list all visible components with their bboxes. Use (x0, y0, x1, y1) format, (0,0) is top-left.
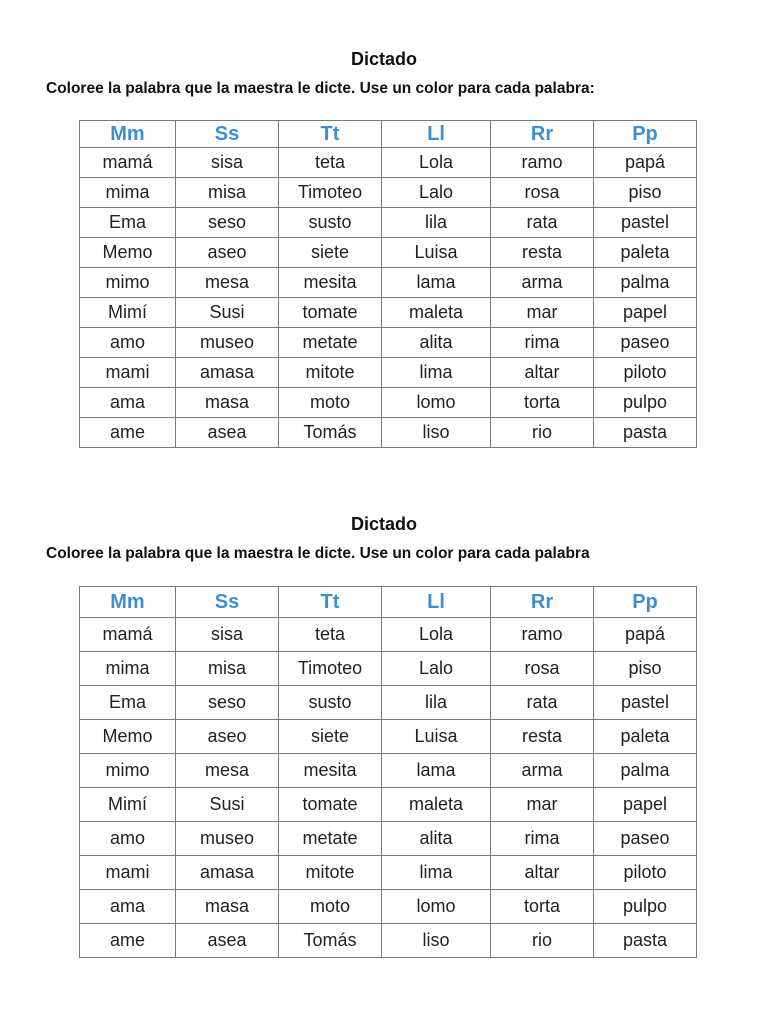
table-row (80, 822, 697, 856)
word-cell[interactable]: mesa (176, 268, 279, 298)
word-cell[interactable]: lomo (382, 388, 491, 418)
table-row (80, 208, 697, 238)
table-row (80, 652, 697, 686)
word-cell[interactable]: Ema (80, 686, 176, 720)
word-cell[interactable]: teta (279, 618, 382, 652)
word-cell[interactable]: ame (80, 924, 176, 958)
header-cell: Mm (80, 587, 176, 618)
header-cell: Pp (594, 587, 697, 618)
word-cell[interactable]: lima (382, 856, 491, 890)
word-cell[interactable]: rosa (491, 178, 594, 208)
word-cell[interactable]: Memo (80, 720, 176, 754)
word-cell[interactable]: papel (594, 298, 697, 328)
word-cell[interactable]: ramo (491, 618, 594, 652)
word-cell[interactable]: tomate (279, 298, 382, 328)
word-cell[interactable]: resta (491, 720, 594, 754)
word-cell[interactable]: maleta (382, 788, 491, 822)
header-cell: Ll (382, 121, 491, 148)
table-row (80, 328, 697, 358)
word-cell[interactable]: sisa (176, 618, 279, 652)
word-cell[interactable]: lama (382, 754, 491, 788)
word-cell[interactable]: rio (491, 924, 594, 958)
word-cell[interactable]: Timoteo (279, 652, 382, 686)
word-cell[interactable]: museo (176, 328, 279, 358)
word-cell[interactable]: pasta (594, 418, 697, 448)
word-cell[interactable]: papel (594, 788, 697, 822)
word-cell[interactable]: altar (491, 856, 594, 890)
word-cell[interactable]: Lola (382, 148, 491, 178)
header-cell: Rr (491, 121, 594, 148)
word-table-1 (79, 120, 697, 448)
worksheet-1-title: Dictado (350, 49, 417, 69)
word-cell[interactable]: metate (279, 822, 382, 856)
word-cell[interactable]: Timoteo (279, 178, 382, 208)
word-cell[interactable]: piso (594, 652, 697, 686)
table-row (80, 856, 697, 890)
table-row (80, 358, 697, 388)
table-row (80, 924, 697, 958)
word-cell[interactable]: lila (382, 686, 491, 720)
word-cell[interactable]: amasa (176, 358, 279, 388)
word-cell[interactable]: Ema (80, 208, 176, 238)
word-cell[interactable]: rima (491, 328, 594, 358)
word-cell[interactable]: teta (279, 148, 382, 178)
word-cell[interactable]: mar (491, 788, 594, 822)
table-header-row (80, 587, 697, 618)
word-cell[interactable]: arma (491, 754, 594, 788)
word-cell[interactable]: siete (279, 238, 382, 268)
word-cell[interactable]: palma (594, 754, 697, 788)
table-row (80, 148, 697, 178)
header-cell: Ss (176, 121, 279, 148)
word-cell[interactable]: pasta (594, 924, 697, 958)
header-cell: Ll (382, 587, 491, 618)
word-cell[interactable]: ame (80, 418, 176, 448)
word-cell[interactable]: piloto (594, 358, 697, 388)
word-cell[interactable]: torta (491, 890, 594, 924)
header-cell: Tt (279, 121, 382, 148)
worksheet-2-title: Dictado (350, 514, 417, 534)
table-row (80, 298, 697, 328)
word-cell[interactable]: papá (594, 148, 697, 178)
word-cell[interactable]: liso (382, 418, 491, 448)
table-row (80, 618, 697, 652)
word-cell[interactable]: rata (491, 686, 594, 720)
word-cell[interactable]: ama (80, 388, 176, 418)
word-cell[interactable]: Lola (382, 618, 491, 652)
word-cell[interactable]: paleta (594, 238, 697, 268)
word-cell[interactable]: Mimí (80, 788, 176, 822)
word-cell[interactable]: palma (594, 268, 697, 298)
word-cell[interactable]: mitote (279, 358, 382, 388)
word-cell[interactable]: alita (382, 822, 491, 856)
word-cell[interactable]: pulpo (594, 388, 697, 418)
word-cell[interactable]: lima (382, 358, 491, 388)
table-row (80, 720, 697, 754)
word-cell[interactable]: ramo (491, 148, 594, 178)
word-cell[interactable]: Susi (176, 298, 279, 328)
word-cell[interactable]: siete (279, 720, 382, 754)
word-cell[interactable]: lila (382, 208, 491, 238)
word-cell[interactable]: papá (594, 618, 697, 652)
word-cell[interactable]: mesita (279, 268, 382, 298)
word-cell[interactable]: amasa (176, 856, 279, 890)
word-cell[interactable]: tomate (279, 788, 382, 822)
word-cell[interactable]: pastel (594, 208, 697, 238)
word-cell[interactable]: seso (176, 686, 279, 720)
table-row (80, 788, 697, 822)
table-row (80, 388, 697, 418)
header-cell: Mm (80, 121, 176, 148)
table-header-row (80, 121, 697, 148)
word-cell[interactable]: aseo (176, 720, 279, 754)
word-cell[interactable]: pulpo (594, 890, 697, 924)
word-cell[interactable]: mima (80, 178, 176, 208)
word-cell[interactable]: Lalo (382, 652, 491, 686)
word-cell[interactable]: masa (176, 388, 279, 418)
header-cell: Tt (279, 587, 382, 618)
header-cell: Pp (594, 121, 697, 148)
word-cell[interactable]: seso (176, 208, 279, 238)
word-cell[interactable]: moto (279, 388, 382, 418)
word-cell[interactable]: mesita (279, 754, 382, 788)
table-row (80, 890, 697, 924)
word-cell[interactable]: susto (279, 208, 382, 238)
word-cell[interactable]: Mimí (80, 298, 176, 328)
word-cell[interactable]: Memo (80, 238, 176, 268)
word-cell[interactable]: mamá (80, 148, 176, 178)
word-cell[interactable]: mami (80, 358, 176, 388)
word-cell[interactable]: amo (80, 822, 176, 856)
table-row (80, 238, 697, 268)
word-cell[interactable]: paleta (594, 720, 697, 754)
word-cell[interactable]: mamá (80, 618, 176, 652)
word-cell[interactable]: museo (176, 822, 279, 856)
word-cell[interactable]: rima (491, 822, 594, 856)
word-cell[interactable]: sisa (176, 148, 279, 178)
word-cell[interactable]: piloto (594, 856, 697, 890)
word-cell[interactable]: rosa (491, 652, 594, 686)
word-cell[interactable]: altar (491, 358, 594, 388)
worksheet-2-instructions: Coloree la palabra que la maestra le dicte. Use un color para cada palabra (46, 545, 590, 562)
word-cell[interactable]: susto (279, 686, 382, 720)
word-cell[interactable]: mesa (176, 754, 279, 788)
word-cell[interactable]: Lalo (382, 178, 491, 208)
word-cell[interactable]: lomo (382, 890, 491, 924)
word-cell[interactable]: lama (382, 268, 491, 298)
word-cell[interactable]: metate (279, 328, 382, 358)
word-cell[interactable]: masa (176, 890, 279, 924)
word-cell[interactable]: mimo (80, 754, 176, 788)
word-cell[interactable]: mar (491, 298, 594, 328)
word-cell[interactable]: misa (176, 652, 279, 686)
word-cell[interactable]: ama (80, 890, 176, 924)
word-cell[interactable]: misa (176, 178, 279, 208)
word-cell[interactable]: asea (176, 418, 279, 448)
word-cell[interactable]: piso (594, 178, 697, 208)
word-cell[interactable]: mimo (80, 268, 176, 298)
word-cell[interactable]: aseo (176, 238, 279, 268)
word-cell[interactable]: resta (491, 238, 594, 268)
table-row (80, 686, 697, 720)
word-table-2 (79, 586, 697, 958)
word-cell[interactable]: paseo (594, 328, 697, 358)
word-cell[interactable]: moto (279, 890, 382, 924)
word-cell[interactable]: alita (382, 328, 491, 358)
word-cell[interactable]: maleta (382, 298, 491, 328)
word-cell[interactable]: rio (491, 418, 594, 448)
word-cell[interactable]: amo (80, 328, 176, 358)
word-cell[interactable]: liso (382, 924, 491, 958)
header-cell: Ss (176, 587, 279, 618)
word-cell[interactable]: mitote (279, 856, 382, 890)
word-cell[interactable]: Luisa (382, 720, 491, 754)
word-cell[interactable]: Luisa (382, 238, 491, 268)
word-cell[interactable]: rata (491, 208, 594, 238)
word-cell[interactable]: mima (80, 652, 176, 686)
header-cell: Rr (491, 587, 594, 618)
word-cell[interactable]: asea (176, 924, 279, 958)
table-row (80, 418, 697, 448)
word-cell[interactable]: Tomás (279, 418, 382, 448)
word-cell[interactable]: Susi (176, 788, 279, 822)
table-row (80, 268, 697, 298)
table-row (80, 754, 697, 788)
word-cell[interactable]: Tomás (279, 924, 382, 958)
word-cell[interactable]: torta (491, 388, 594, 418)
word-cell[interactable]: paseo (594, 822, 697, 856)
word-cell[interactable]: pastel (594, 686, 697, 720)
word-cell[interactable]: mami (80, 856, 176, 890)
word-cell[interactable]: arma (491, 268, 594, 298)
table-row (80, 178, 697, 208)
worksheet-1-instructions: Coloree la palabra que la maestra le dicte. Use un color para cada palabra: (46, 80, 595, 97)
